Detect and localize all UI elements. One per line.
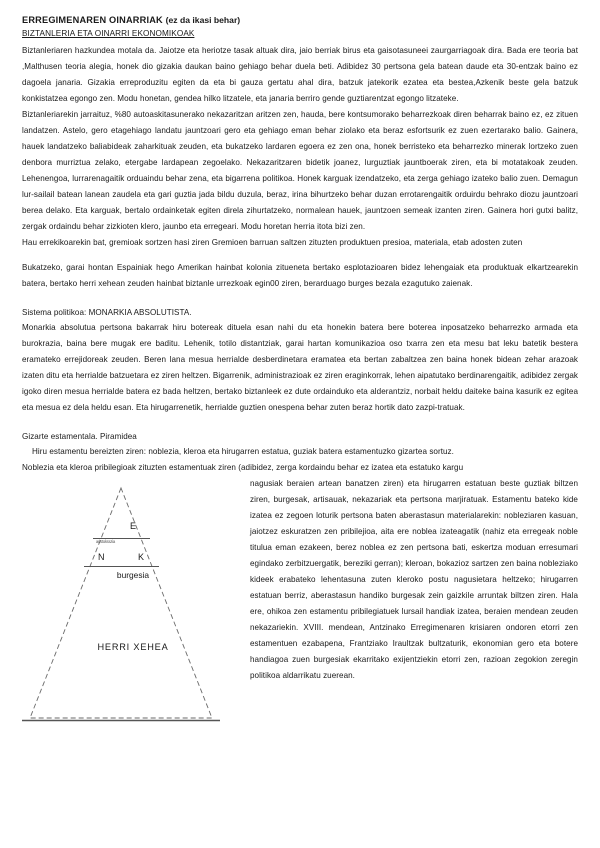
page-title — [22, 14, 578, 27]
page-title-note: (ez da ikasi behar) — [165, 15, 241, 25]
pyramid-and-text-region — [22, 476, 578, 728]
paragraph-estates-privileges: Noblezia eta kleroa pribilegioak zituzten estamentuak ziren (adibidez, zerga kordaindu behar ez izatea eta estatuko kargu — [22, 463, 464, 473]
pyramid-label-apex: E — [129, 521, 136, 532]
spacer — [22, 416, 578, 429]
pyramid-shape — [22, 480, 244, 728]
paragraph-agriculture: Biztanleriarekin jarraituz, %80 autoaskitasunerako nekazaritzan aritzen zen, hauda, bere kontsumorako beharrezkoak diren beharrak baino ez, ez zituen landatzen. Astelo, gero etagehiago landatu jauntzoari gero eta gehiago eman behar ziolako eta beraz esfortsurik ez zuen ezertarako balio. Gainera, hauek landatzeko baliabideak zaharkituak zeuden, eta bukatzeko lardaren egoera ez zen ona, honek berristeko eta beharrezko minerak lortzeko zuen denbora murriztua zelako, etergabe lardapean zegoelako. Nekazaritzaren bidetik joanez, lurguztiak jauntboerak ziren, eta bi motatakoak zeuden. Lehenengoa, lurrarenagaitik orduaindu behar zena, eta bigarrena politikoa. Honek karguak izendatzeko, eta zerga gehiago izateko balio zuen. Demagun lur-sailail batean lanean zaudela eta gari guztia jada bildu duzula, beraz, irina bihurtzeko behar duzan errotarengaitik orduirdu behrako diozu jauntzoari berea delako. Eta karguak, bertalo ordainketak egiten direla zihurtatzeko, normalean hauek, jauntzoen semeak izanten ziren. Gainera hori gutxi balitz, zergak ordaindu behar zizkioten klero, jaunbo eta erregeari. Modu horetan herria itota bizi zen. — [22, 110, 578, 232]
pyramid-label-tiny-annotation: aristokrazia — [96, 539, 116, 545]
pyramid-label-common-people: HERRI XEHEA — [97, 642, 169, 653]
spacer — [22, 251, 578, 260]
pyramid-label-nobility: N — [98, 552, 105, 563]
paragraph-estates-detail: nagusiak beraien artean banatzen ziren) eta hirugarren estatuan beste guztiak biltzen ziren, burgesak, artisauak, nekazariak eta pertsona marjiratuak. Estamentu bateko kide izatea ez zegoen loturik pertsona baten aberastasun materialarekin: nobleziaren kasuan, jaiotzez eskuratzen zen pribilejioa, aita ere noblea izateagatik (nahiz eta erregeak noble titulua eman ezakeen, berez noblea ez zen pertsona bati, eskertza moduan erresumari egindako zerbitzuergatik, bereziki gerran); kleroan, bokazioz sartzen zen baina nobleziako kideek erabateko lehentasuna zuten kleroko postu nagusietara heltzeko; hirugarren estatuan berriz, aberastasun handiko burgesak zein gaizkile arruntak biltzen ziren. Hala ere, ohikoa zen estamentu pribilegiatuek lursail handiak izatea, beraien mendean zeuden nekazariekin. XVIII. mendean, Antzinako Erregimenaren krisiaren ondoren etorri zen estamentuen ezabapena, Frantziako Iraultzak bultzaturik, ekonomian gero eta botere handiagoa zuen burgesiak ekarritako exijentziekin etorri zen, razioan zegokion zeregin politikoa aldarrikatu zuerean. — [250, 479, 578, 681]
paragraph-guilds: Hau errekikoarekin bat, gremioak sortzen hasi ziren Gremioen barruan saltzen zituzten produktuen presioa, materiala, etab adosten zuten — [22, 238, 523, 248]
spacer — [22, 292, 578, 305]
section-heading-economy: BIZTANLERIA ETA OINARRI EKONOMIKOAK — [22, 28, 195, 38]
pyramid-label-bourgeoisie: burgesia — [116, 570, 150, 581]
paragraph-estates-intro: Hiru estamentu bereizten ziren: noblezia, kleroa eta hirugarren estatua, guziak batera estamentuzko gizartea sortuz. — [32, 447, 454, 457]
pyramid-label-clergy: K — [138, 552, 145, 563]
paragraph-colonies: Bukatzeko, garai hontan Espainiak hego Amerikan hainbat kolonia zitueneta bertako esplotazioaren bidez lehengaiak eta produktuak elkartzearekin batera, bertako herri xehean zeuden hainbat biztanle urrezkoak egin00 ziren, berarduago burges bezala ezagutuko zaienak. — [22, 263, 578, 289]
paragraph-absolutism: Monarkia absolutua pertsona bakarrak hiru botereak dituela esan nahi du eta honekin batera bere boterea inposatzeko beharrezko armada eta burokrazia, baina bere mugak ere baditu. Lehenik, totilo distantziak, garai hartan komunikazioa oso txarra zen eta mesu bat leku batetik bestera eramateko errejidoreak zeuden. Beren lana mesua herrialde desberdinetara eramatea eta bertan zabaltzea zen baina honek bidean zehar arazoak izaten ditu eta herrialde batzuetara ez ziren heltzen. Bigarrenik, administrazioak ez ziren eraginkorrak, lehen aipatutako berdinarengaitik, adibidez zergak igoko diren mesua herrialde batera ez bada heltzen, bertako biztanleek ez dute ordainduko eta alderantziz, norbait heldu daiteke baina kasurik ez egitea eta mesua ez dela heldu esan. Eta hirugarrenetik, herrialde guztien onespena behar zuten beraz hortik dato zazpi-tratuak. — [22, 323, 578, 413]
social-pyramid-diagram — [22, 480, 244, 728]
paragraph-population-growth: Biztanleriaren hazkundea motala da. Jaiotze eta heriotze tasak altuak dira, jaio berriak birus eta gaisotasuneei zaurgarriagoak dira. Bada ere teoria bat ,Malthusen teoria alegia, honek dio gizakia daukan baino gehiago behar duela beti. Adibidez 30 pertsona gela batean daude eta 30-entzak baino ez dagoela janaria. Gizakia erreproduzitu egiten da eta bi gauza gertatu ahal dira, batzuk jatekorik ezatea eta bestea,Azkenik beste gela batzuk konkistatzea egongo zen. Modu honetan, gendea hilko litzatele, eta janaria berriro gende guztiarentzat egongo litzateke. — [22, 46, 578, 104]
page-title-main: ERREGIMENAREN OINARRIAK — [22, 15, 163, 25]
section-heading-politics: Sistema politikoa: MONARKIA ABSOLUTISTA. — [22, 308, 192, 318]
section-heading-pyramid: Gizarte estamentala. Piramidea — [22, 432, 137, 442]
